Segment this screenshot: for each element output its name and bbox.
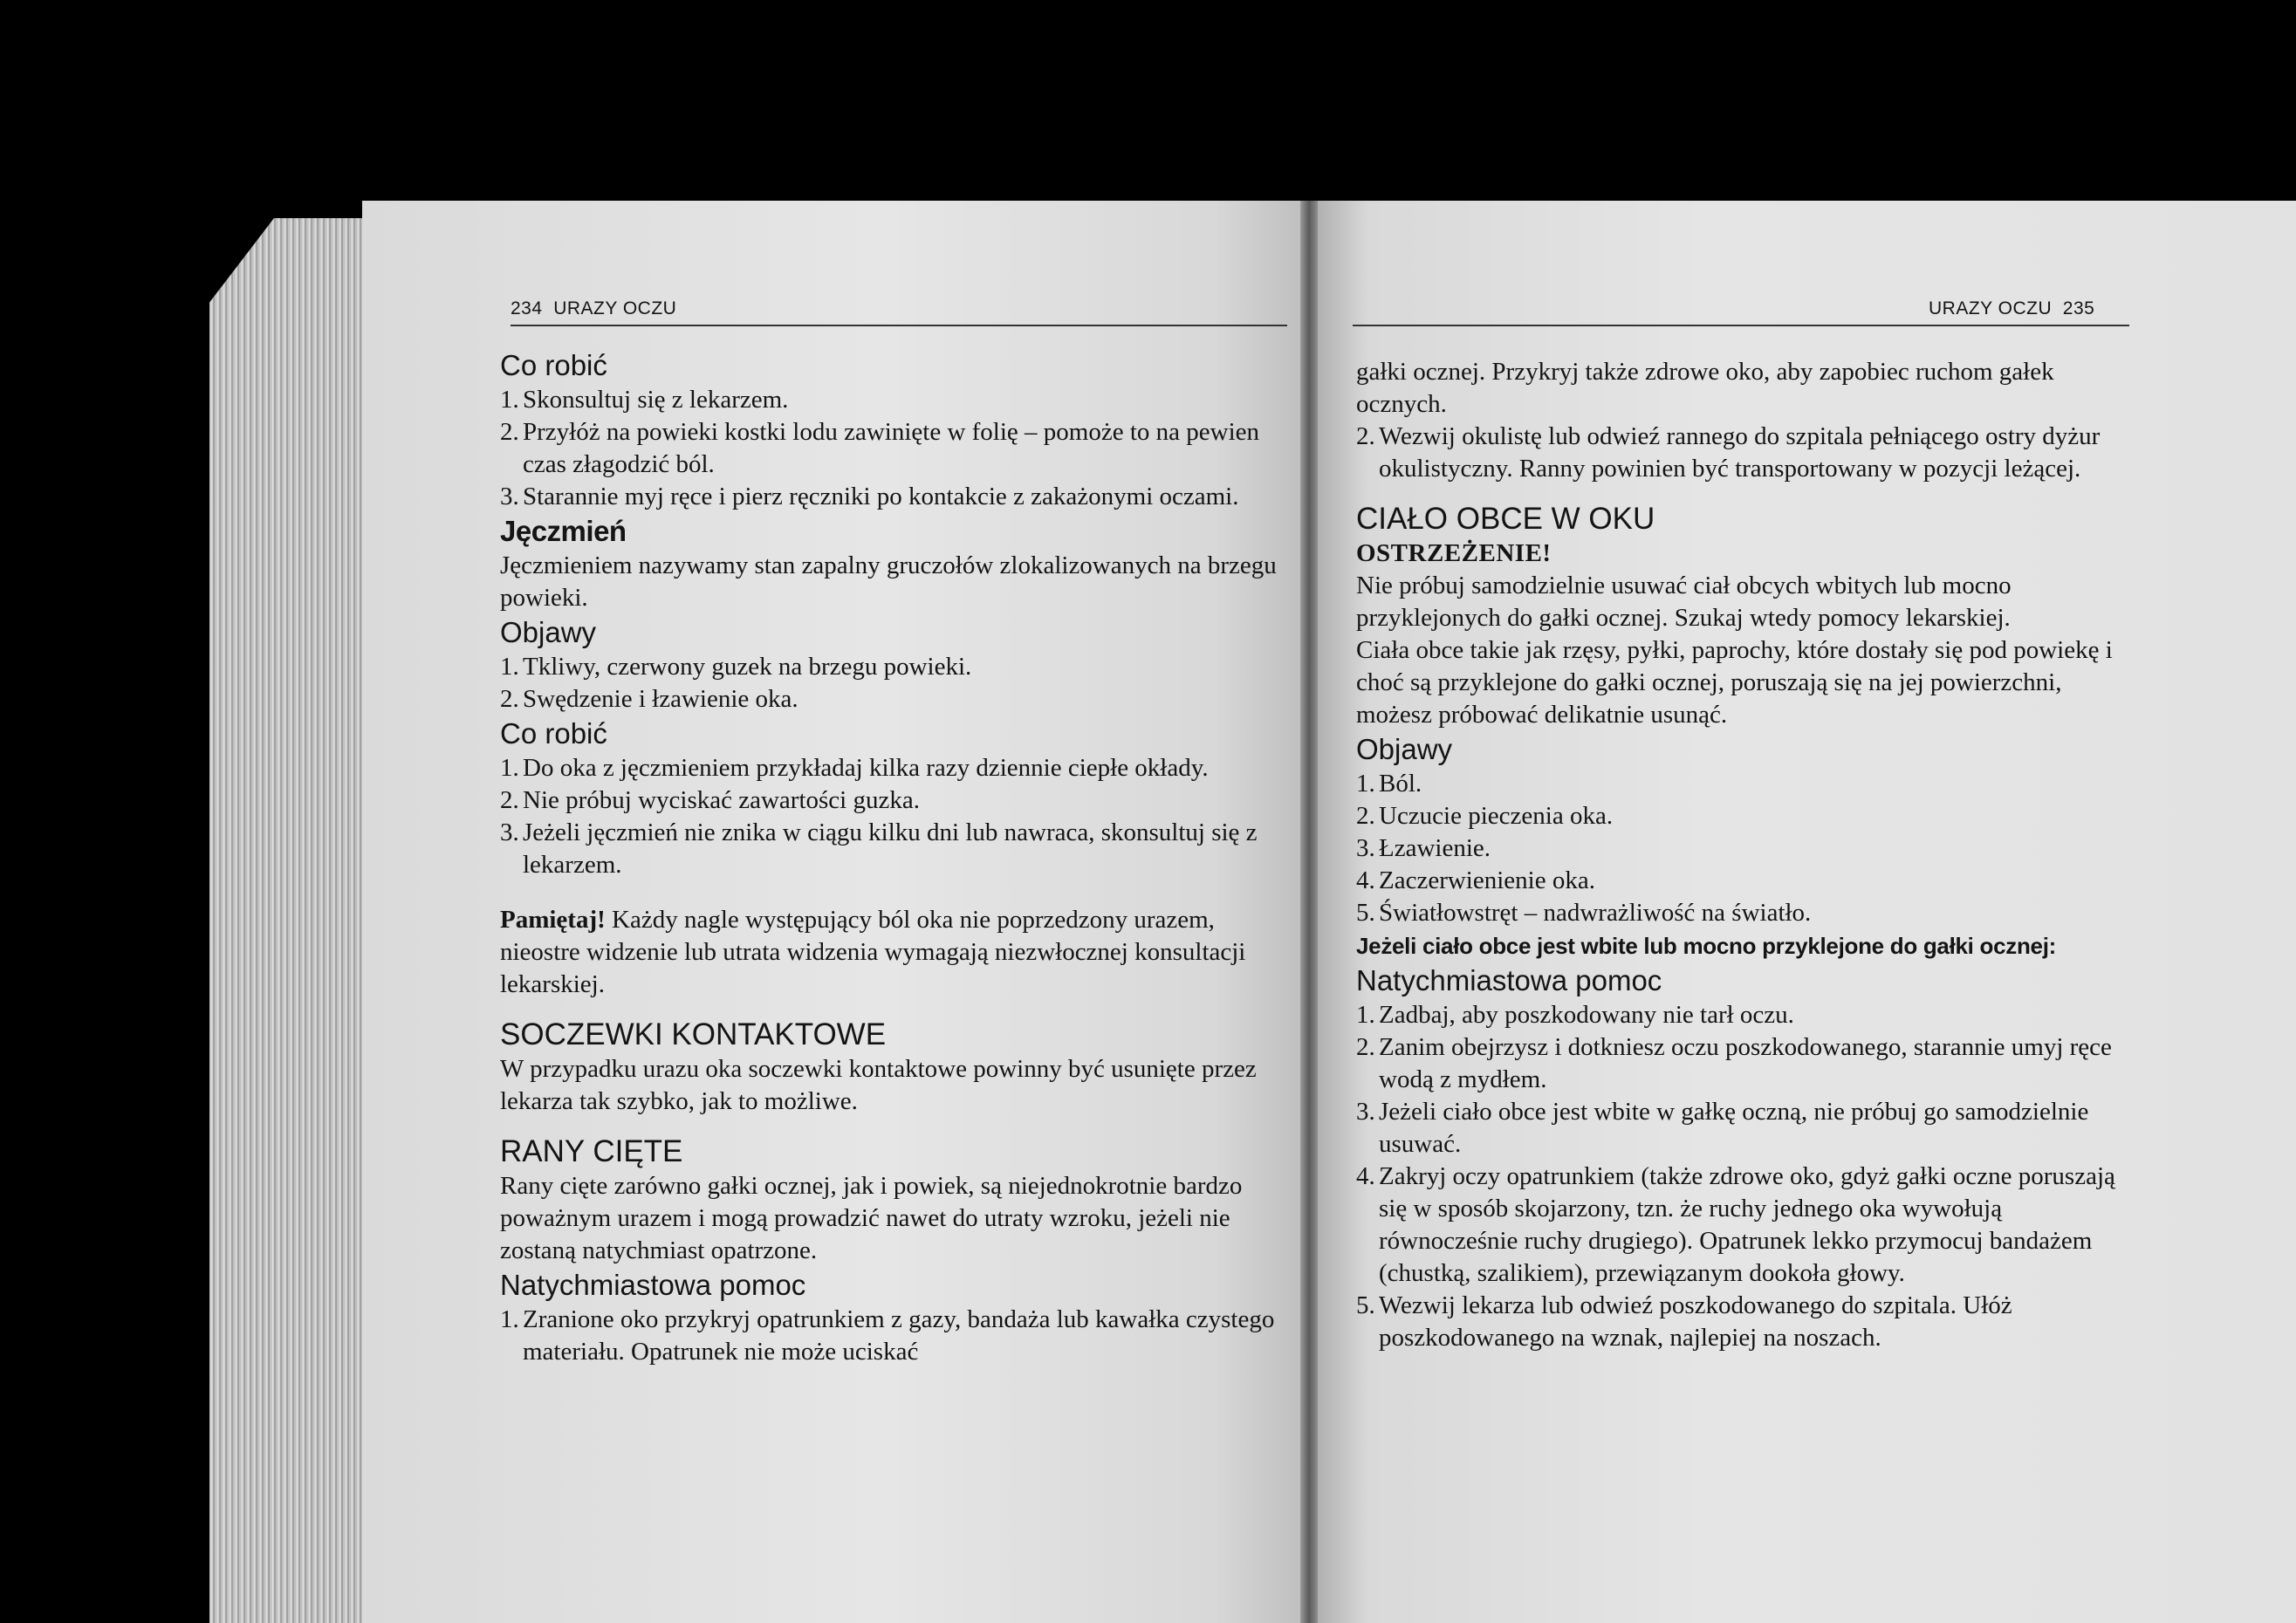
left-page-number: 234: [511, 298, 543, 318]
left-running-head: [511, 298, 676, 319]
objawy-list: [500, 651, 1277, 716]
list-item: 1. Ból.: [1356, 770, 1422, 798]
rany-heading: RANY CIĘTE: [500, 1134, 683, 1168]
left-running-title: URAZY OCZU: [553, 298, 677, 318]
natychmiastowa-list: [1356, 999, 2142, 1354]
right-running-head: [1929, 298, 2094, 319]
list-item: 3. Łzawienie.: [1356, 834, 1491, 862]
pamietaj-label: Pamiętaj!: [500, 906, 606, 934]
list-item: 2. Wezwij okulistę lub odwieź rannego do szpitala pełniącego ostry dyżur okulistyczny. Ranny powinien być transportowany w pozycji leżącej.: [1356, 422, 2101, 483]
list-item: 3. Jeżeli jęczmień nie znika w ciągu kilku dni lub nawraca, skonsultuj się z lekarzem.: [500, 818, 1258, 879]
list-item: 2. Przyłóż na powieki kostki lodu zawinięte w folię – pomoże to na pewien czas złagodzić ból.: [500, 418, 1260, 478]
co-robic-heading-2: Co robić: [500, 717, 607, 750]
natychmiastowa-list: [500, 1304, 1277, 1368]
list-item: 3. Jeżeli ciało obce jest wbite w gałkę oczną, nie próbuj go samodzielnie usuwać.: [1356, 1098, 2089, 1158]
objawy-heading: Objawy: [500, 616, 597, 648]
list-item: 1. Zranione oko przykryj opatrunkiem z gazy, bandaża lub kawałka czystego materiału. Opatrunek nie może uciskać: [500, 1305, 1275, 1366]
list-item: 2. Nie próbuj wyciskać zawartości guzka.: [500, 786, 920, 814]
right-header-rule: [1353, 325, 2129, 326]
left-text-column: [500, 347, 1277, 1368]
list-item: 1. Skonsultuj się z lekarzem.: [500, 386, 789, 414]
co-robic-list: [500, 384, 1277, 513]
warning-label: OSTRZEŻENIE!: [1356, 539, 1552, 567]
right-page-number: 235: [2062, 298, 2095, 318]
list-item: 2. Uczucie pieczenia oka.: [1356, 802, 1614, 830]
jeczmien-text: Jęczmieniem nazywamy stan zapalny gruczołów zlokalizowanych na brzegu powieki.: [500, 551, 1277, 612]
list-item: 2. Zanim obejrzysz i dotkniesz oczu poszkodowanego, starannie umyj ręce wodą z mydłem.: [1356, 1033, 2112, 1093]
co-robic-list-2: [500, 752, 1277, 881]
right-running-title: URAZY OCZU: [1929, 298, 2053, 318]
right-page: [1309, 201, 2296, 1623]
left-page: [362, 201, 1309, 1623]
list-item: 5. Wezwij lekarza lub odwieź poszkodowanego do szpitala. Ułóż poszkodowanego na wznak, najlepiej na noszach.: [1356, 1291, 2012, 1352]
list-item: 4. Zaczerwienienie oka.: [1356, 866, 1595, 894]
pamietaj-text: Każdy nagle występujący ból oka nie poprzedzony urazem, nieostre widzenie lub utrata widzenia wymagają niezwłocznej konsultacji lekarskiej.: [500, 906, 1246, 998]
book-page-edges: [209, 218, 371, 1623]
jeczmien-heading: Jęczmień: [500, 515, 627, 547]
cialo-obce-heading: CIAŁO OBCE W OKU: [1356, 502, 1655, 536]
book-gutter: [1300, 201, 1318, 1623]
pamietaj-note: [500, 904, 1277, 1001]
list-item: 3. Starannie myj ręce i pierz ręczniki po kontakcie z zakażonymi oczami.: [500, 483, 1239, 510]
natychmiastowa-heading: Natychmiastowa pomoc: [1356, 964, 1662, 996]
list-item: 5. Światłowstręt – nadwrażliwość na światło.: [1356, 899, 1812, 927]
list-item: 2. Swędzenie i łzawienie oka.: [500, 685, 798, 713]
continuation-list: [1356, 421, 2142, 485]
continuation-text: gałki ocznej. Przykryj także zdrowe oko, aby zapobiec ruchom gałek ocznych.: [1356, 358, 2054, 418]
natychmiastowa-heading: Natychmiastowa pomoc: [500, 1269, 806, 1301]
objawy-list: [1356, 768, 2142, 929]
rany-text: Rany cięte zarówno gałki ocznej, jak i powiek, są niejednokrotnie bardzo poważnym urazem i mogą prowadzić nawet do utraty wzroku, jeżeli nie zostaną natychmiast opatrzone.: [500, 1172, 1243, 1264]
right-text-column: [1356, 356, 2142, 1354]
soczewki-text: W przypadku urazu oka soczewki kontaktowe powinny być usunięte przez lekarza tak szybko, jak to możliwe.: [500, 1055, 1257, 1115]
left-header-rule: [511, 325, 1287, 326]
list-item: 1. Zadbaj, aby poszkodowany nie tarł oczu.: [1356, 1001, 1794, 1029]
cialo-obce-text: Ciała obce takie jak rzęsy, pyłki, paprochy, które dostały się pod powiekę i choć są przyklejone do gałki ocznej, poruszają się na jej powierzchni, możesz próbować delikatnie usunąć.: [1356, 636, 2113, 729]
soczewki-heading: SOCZEWKI KONTAKTOWE: [500, 1017, 887, 1051]
list-item: 4. Zakryj oczy opatrunkiem (także zdrowe oko, gdyż gałki oczne poruszają się w sposób skojarzony, tzn. że ruchy jednego oka wywołują równocześnie ruchy drugiego). Opatrunek lekko przymocuj bandażem (chustką, szalikiem), przewiązanym dookoła głowy.: [1356, 1162, 2115, 1287]
co-robic-heading: Co robić: [500, 349, 607, 381]
jezeli-subheading: Jeżeli ciało obce jest wbite lub mocno przyklejone do gałki ocznej:: [1356, 933, 2056, 959]
objawy-heading: Objawy: [1356, 733, 1453, 765]
list-item: 1. Tkliwy, czerwony guzek na brzegu powieki.: [500, 653, 972, 681]
list-item: 1. Do oka z jęczmieniem przykładaj kilka razy dziennie ciepłe okłady.: [500, 754, 1209, 782]
warning-text: Nie próbuj samodzielnie usuwać ciał obcych wbitych lub mocno przyklejonych do gałki ocznej. Szukaj wtedy pomocy lekarskiej.: [1356, 572, 2012, 632]
